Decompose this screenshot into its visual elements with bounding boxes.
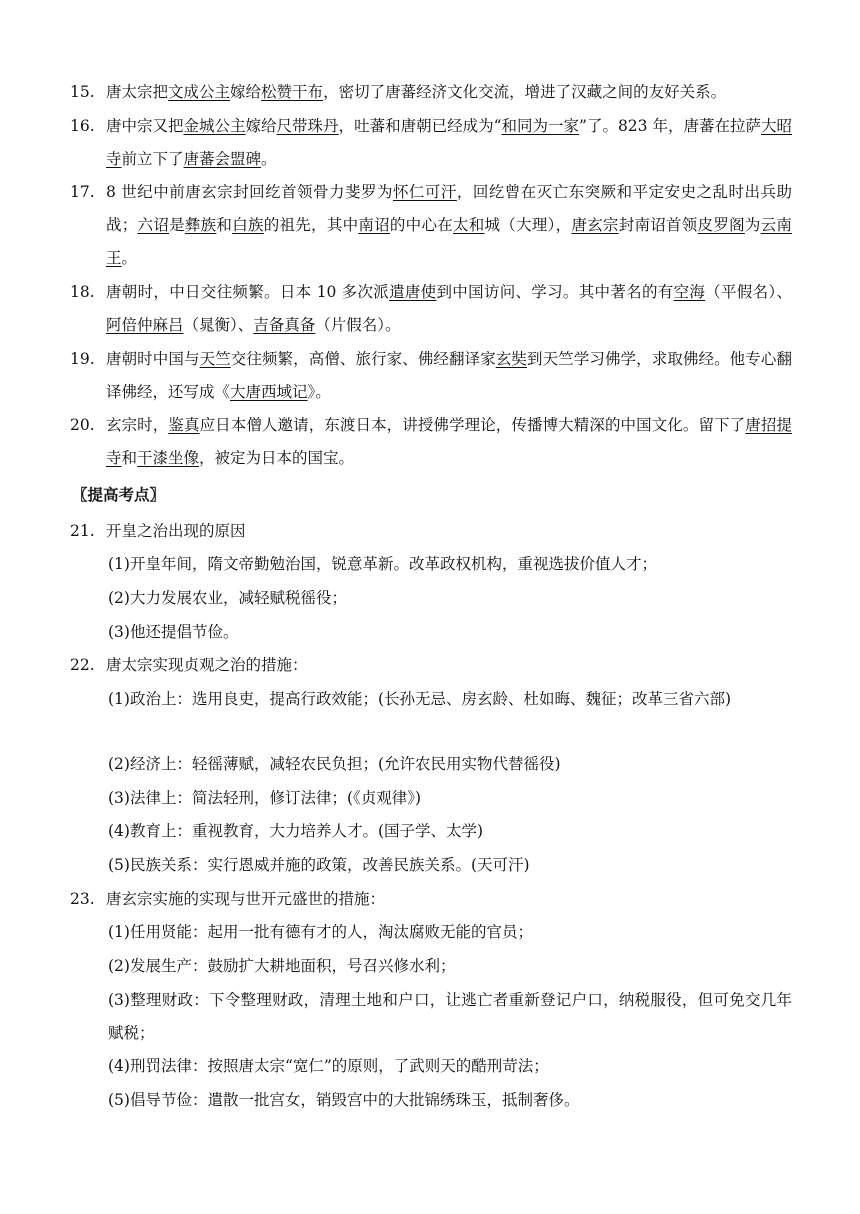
underlined-term: 干漆坐像	[137, 449, 200, 467]
point: (3)法律上：简法轻刑，修订法律；(《贞观律》)	[108, 789, 422, 807]
underlined-term: 尺带珠丹	[276, 117, 339, 135]
text-run: （晁衡）、	[183, 316, 254, 334]
item-18	[70, 276, 792, 342]
underlined-term: 彝族	[184, 216, 217, 234]
text-run: 封南诏首领	[618, 216, 698, 234]
item-17	[70, 176, 792, 275]
text-run: ”了。823 年，唐蕃在拉萨	[579, 117, 761, 135]
item-20	[70, 409, 792, 475]
text-run: 和	[121, 449, 138, 467]
item-15	[70, 76, 792, 109]
point: (1)任用贤能：起用一批有德有才的人，淘汰腐败无能的官员；	[108, 923, 533, 941]
text-run: 和	[216, 216, 233, 234]
section-heading: 〖提高考点〗	[72, 485, 166, 504]
text-run: 唐朝时中国与	[106, 350, 200, 368]
text-run: ，密切了唐蕃经济文化交流，增进了汉藏之间的友好关系。	[323, 83, 727, 101]
item-text	[106, 110, 792, 176]
underlined-term: 鉴真	[168, 416, 200, 434]
text-run: 嫁给	[230, 83, 262, 101]
text-run: 城（大理），	[484, 216, 572, 234]
item-number: 17.	[70, 183, 95, 201]
item-text	[106, 409, 792, 475]
item-text	[106, 76, 792, 109]
item-16	[70, 110, 792, 176]
underlined-term: 白族	[232, 216, 264, 234]
point: (2)发展生产：鼓励扩大耕地面积，号召兴修水利；	[108, 957, 456, 975]
item-23	[70, 883, 792, 916]
underlined-term: 和同为一家	[501, 117, 580, 135]
item-22	[70, 649, 792, 682]
item-title: 唐玄宗实施的实现与世开元盛世的措施：	[106, 890, 386, 908]
item-number: 21.	[70, 522, 95, 540]
item-21	[70, 515, 792, 548]
underlined-term: 南诏	[358, 216, 390, 234]
item-text	[106, 276, 792, 342]
item-number: 18.	[70, 283, 95, 301]
point: (2)大力发展农业，减轻赋税徭役；	[108, 589, 347, 607]
text-run: 前立下了	[121, 150, 184, 168]
text-run: 到天竺学习佛学，求取佛经。他专心翻译佛经，还写成《	[106, 350, 792, 401]
text-run: ，回纥曾在灭亡东突厥和平定安史之乱时出兵助战；	[106, 183, 792, 234]
underlined-term: 阿倍仲麻吕	[106, 316, 184, 334]
item-text	[106, 343, 792, 409]
text-run: 唐中宗又把	[106, 117, 184, 135]
item-title: 开皇之治出现的原因	[106, 522, 246, 540]
text-run: 8 世纪中前唐玄宗封回纥首领骨力斐罗为	[106, 183, 393, 201]
text-run: 到中国访问、学习。其中著名的有	[436, 283, 674, 301]
point: (1)政治上：选用良吏，提高行政效能；(长孙无忌、房玄龄、杜如晦、魏征；改革三省六部)	[108, 690, 732, 708]
point: (3)他还提倡节俭。	[108, 623, 239, 641]
underlined-term: 天竺	[199, 350, 231, 368]
item-number: 23.	[70, 890, 95, 908]
underlined-term: 大昭寺	[106, 117, 792, 168]
text-run: ，被定为日本的国宝。	[199, 449, 355, 467]
text-run: 。	[261, 150, 277, 168]
text-run: （片假名）。	[315, 316, 401, 334]
point: (4)刑罚法律：按照唐太宗“宽仁”的原则，了武则天的酷刑苛法；	[108, 1057, 549, 1075]
underlined-term: 唐招提寺	[106, 416, 792, 467]
text-run: （平假名）、	[705, 283, 792, 301]
item-number: 20.	[70, 416, 95, 434]
text-run: ，吐蕃和唐朝已经成为“	[338, 117, 502, 135]
underlined-term: 唐蕃会盟碑	[183, 150, 262, 168]
underlined-term: 皮罗阁	[697, 216, 745, 234]
text-run: 。	[121, 249, 138, 267]
text-run: 的祖先，其中	[263, 216, 359, 234]
underlined-term: 六诏	[137, 216, 170, 234]
underlined-term: 松赞干布	[261, 83, 324, 101]
underlined-term: 文成公主	[168, 83, 231, 101]
point: (5)民族关系：实行恩威并施的政策，改善民族关系。(天可汗)	[108, 856, 530, 874]
point: (5)倡导节俭：遣散一批宫女，销毁宫中的大批锦绣珠玉，抵制奢侈。	[108, 1091, 580, 1109]
item-number: 15.	[70, 83, 95, 101]
text-run: 玄宗时，	[106, 416, 169, 434]
point: (2)经济上：轻徭薄赋，减轻农民负担；(允许农民用实物代替徭役)	[108, 755, 561, 773]
item-text	[106, 176, 792, 275]
text-run: 为	[744, 216, 761, 234]
underlined-term: 大唐西域记	[230, 383, 308, 401]
underlined-term: 玄奘	[495, 350, 527, 368]
text-run: 的中心在	[389, 216, 453, 234]
text-run: 是	[169, 216, 185, 234]
underlined-term: 空海	[673, 283, 706, 301]
underlined-term: 唐玄宗	[571, 216, 619, 234]
underlined-term: 云南王	[106, 216, 792, 267]
underlined-term: 怀仁可汗	[392, 183, 457, 201]
underlined-term: 金城公主	[183, 117, 246, 135]
item-number: 19.	[70, 350, 95, 368]
text-run: 交往频繁，高僧、旅行家、佛经翻译家	[230, 350, 496, 368]
text-run: 》。	[307, 383, 331, 401]
text-run: 唐朝时，中日交往频繁。日本 10 多次派	[106, 283, 390, 301]
text-run: 唐太宗把	[106, 83, 169, 101]
item-number: 22.	[70, 656, 95, 674]
point: (4)教育上：重视教育，大力培养人才。(国子学、太学)	[108, 822, 484, 840]
point: (1)开皇年间，隋文帝勤勉治国，锐意革新。改革政权机构，重视选拔价值人才；	[108, 555, 657, 573]
underlined-term: 吉备真备	[253, 316, 316, 334]
text-run: 嫁给	[245, 117, 277, 135]
underlined-term: 遣唐使	[389, 283, 437, 301]
point: (3)整理财政：下令整理财政，清理土地和户口，让逃亡者重新登记户口，纳税服役，但可免交几年赋税；	[108, 991, 792, 1042]
item-number: 16.	[70, 117, 95, 135]
underlined-term: 太和	[452, 216, 485, 234]
item-title: 唐太宗实现贞观之治的措施：	[106, 656, 308, 674]
text-run: 应日本僧人邀请，东渡日本，讲授佛学理论，传播博大精深的中国文化。留下了	[199, 416, 746, 434]
item-19	[70, 343, 792, 409]
